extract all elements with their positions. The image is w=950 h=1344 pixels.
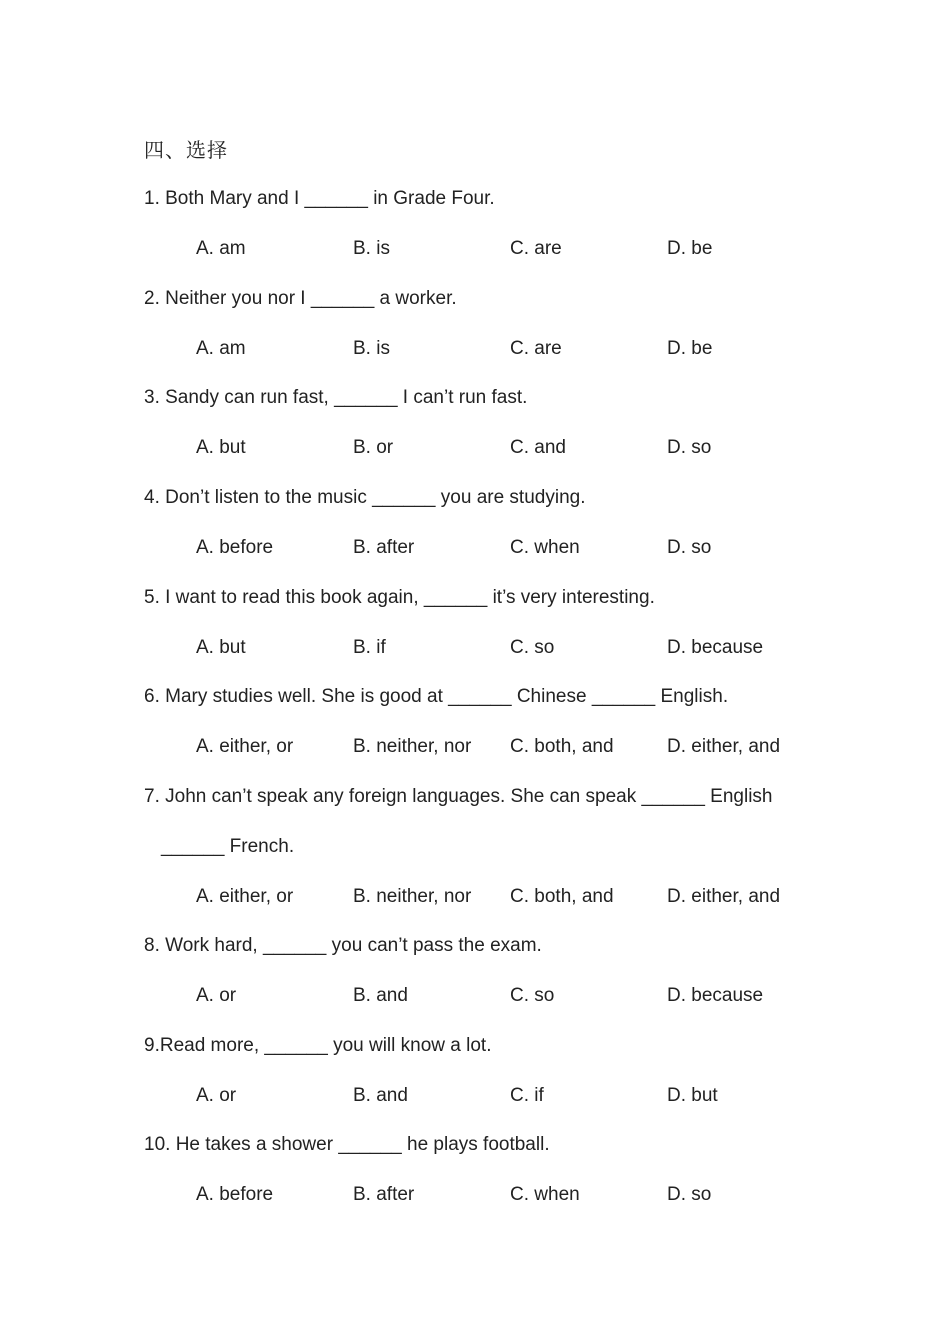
- question-3-option-b: B. or: [353, 437, 394, 458]
- question-4-option-b: B. after: [353, 537, 415, 558]
- question-6-option-a: A. either, or: [196, 736, 294, 757]
- question-6-option-b: B. neither, nor: [353, 736, 472, 757]
- question-8-option-b: B. and: [353, 985, 408, 1006]
- question-10-text: 10. He takes a shower ______ he plays football.: [144, 1134, 550, 1155]
- question-5-option-a: A. but: [196, 637, 246, 658]
- question-8-text: 8. Work hard, ______ you can’t pass the exam.: [144, 935, 542, 956]
- question-2-text: 2. Neither you nor I ______ a worker.: [144, 288, 457, 309]
- question-2-option-a: A. am: [196, 338, 246, 359]
- question-9-option-a: A. or: [196, 1085, 237, 1106]
- question-4-text: 4. Don’t listen to the music ______ you are studying.: [144, 487, 586, 508]
- question-9-text: 9.Read more, ______ you will know a lot.: [144, 1035, 492, 1056]
- question-5-option-c: C. so: [510, 637, 555, 658]
- question-7-option-d: D. either, and: [667, 886, 781, 907]
- question-5-text: 5. I want to read this book again, ______ it’s very interesting.: [144, 587, 655, 608]
- question-8-option-a: A. or: [196, 985, 237, 1006]
- question-6-text: 6. Mary studies well. She is good at ______ Chinese ______ English.: [144, 686, 729, 707]
- question-3-option-d: D. so: [667, 437, 712, 458]
- question-8-option-d: D. because: [667, 985, 764, 1006]
- question-7-option-a: A. either, or: [196, 886, 294, 907]
- question-1-option-c: C. are: [510, 238, 562, 259]
- question-7-option-b: B. neither, nor: [353, 886, 472, 907]
- question-9-option-c: C. if: [510, 1085, 544, 1106]
- question-1-text: 1. Both Mary and I ______ in Grade Four.: [144, 188, 495, 209]
- question-1-option-b: B. is: [353, 238, 390, 259]
- question-10-option-d: D. so: [667, 1184, 712, 1205]
- question-7-text: 7. John can’t speak any foreign languages. She can speak ______ English: [144, 786, 773, 807]
- question-3-text: 3. Sandy can run fast, ______ I can’t run fast.: [144, 387, 528, 408]
- question-4-option-c: C. when: [510, 537, 580, 558]
- question-7-text-continued: ______ French.: [161, 836, 295, 857]
- question-5-option-d: D. because: [667, 637, 764, 658]
- question-8-option-c: C. so: [510, 985, 555, 1006]
- question-2-option-d: D. be: [667, 338, 713, 359]
- question-6-option-c: C. both, and: [510, 736, 614, 757]
- section-title: 四、选择: [144, 138, 228, 162]
- question-1-option-d: D. be: [667, 238, 713, 259]
- question-3-option-a: A. but: [196, 437, 246, 458]
- question-2-option-b: B. is: [353, 338, 390, 359]
- question-9-option-d: D. but: [667, 1085, 718, 1106]
- question-10-option-a: A. before: [196, 1184, 274, 1205]
- question-9-option-b: B. and: [353, 1085, 408, 1106]
- question-5-option-b: B. if: [353, 637, 386, 658]
- question-6-option-d: D. either, and: [667, 736, 781, 757]
- question-10-option-c: C. when: [510, 1184, 580, 1205]
- question-2-option-c: C. are: [510, 338, 562, 359]
- question-3-option-c: C. and: [510, 437, 566, 458]
- question-4-option-a: A. before: [196, 537, 274, 558]
- question-7-option-c: C. both, and: [510, 886, 614, 907]
- question-4-option-d: D. so: [667, 537, 712, 558]
- question-1-option-a: A. am: [196, 238, 246, 259]
- question-10-option-b: B. after: [353, 1184, 415, 1205]
